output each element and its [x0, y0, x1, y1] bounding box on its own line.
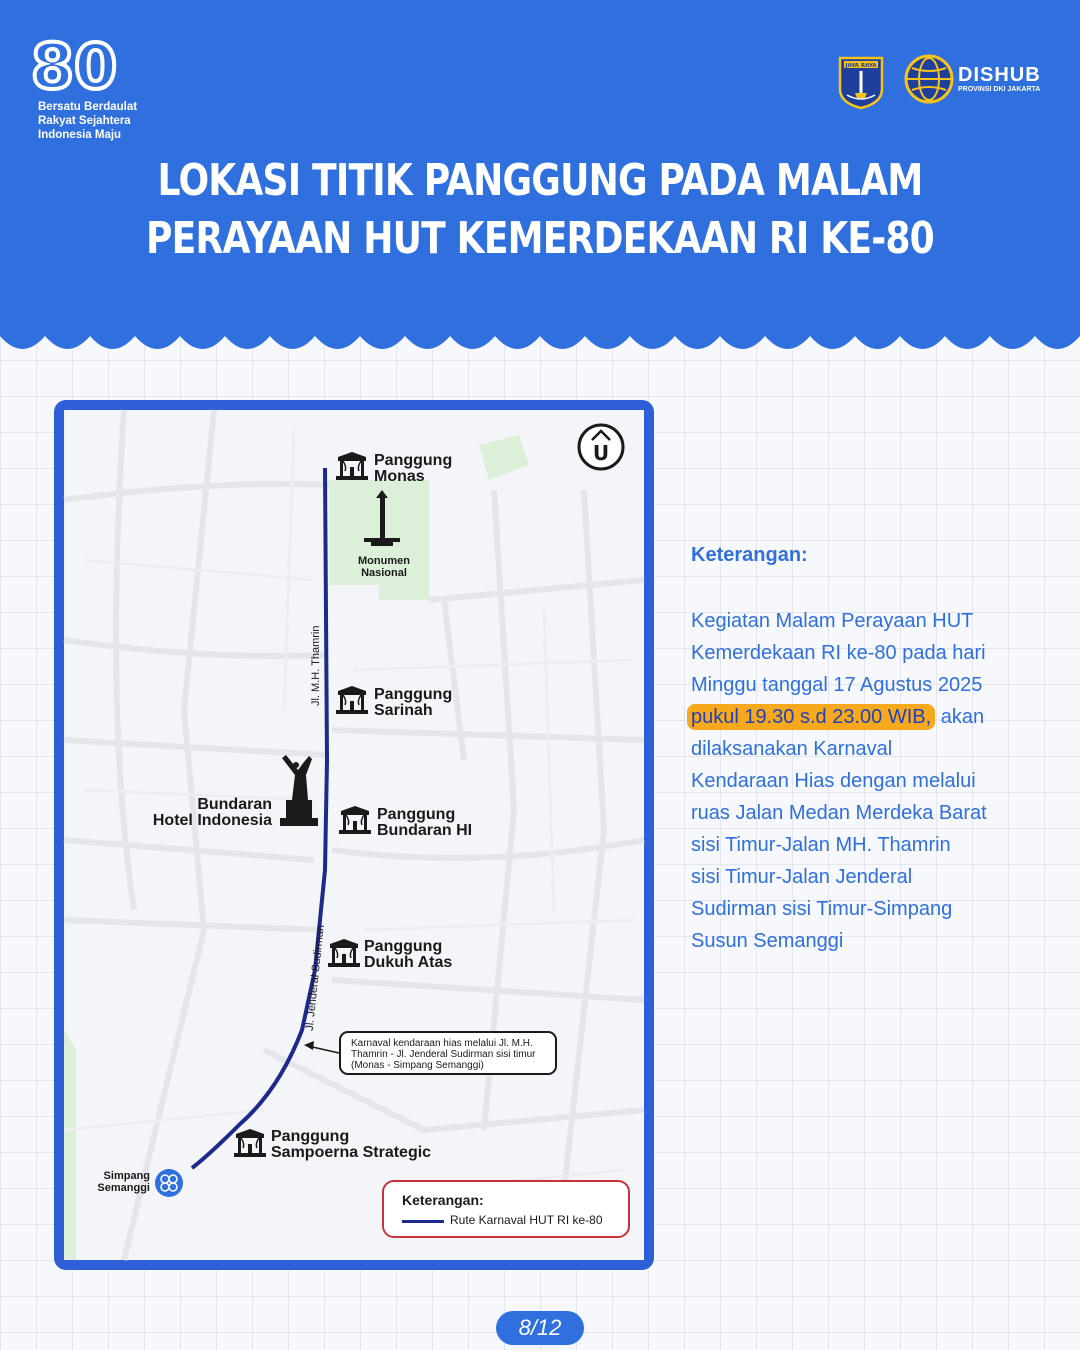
legend-title: Keterangan: [402, 1192, 484, 1208]
semanggi-interchange-icon [155, 1169, 183, 1197]
poi-line: Simpang [103, 1170, 150, 1182]
description-text: akan [935, 706, 985, 728]
route-map-frame [54, 400, 654, 1270]
stage-icon [233, 1128, 267, 1158]
title-line: LOKASI TITIK PANGGUNG PADA MALAM [157, 155, 923, 206]
stage-dukuh-atas-label[interactable] [364, 939, 452, 971]
stage-icon [335, 451, 369, 481]
stage-name: Panggung [374, 686, 453, 703]
legend-route-label: Rute Karnaval HUT RI ke-80 [450, 1213, 603, 1227]
stage-icon [327, 938, 361, 968]
park-area [64, 1030, 76, 1260]
callout-line: (Monas - Simpang Semanggi) [351, 1060, 484, 1071]
description-line: Kegiatan Malam Perayaan HUT [691, 610, 974, 632]
header-banner [0, 0, 1080, 330]
dki-jakarta-crest-icon [837, 55, 885, 109]
header-wave-edge [0, 326, 1080, 362]
north-compass-icon [576, 422, 626, 472]
compass-letter: U [592, 441, 610, 465]
stage-sampoerna-label[interactable] [271, 1129, 431, 1161]
crest-text: JAYA RAYA [845, 63, 877, 69]
description-line: dilaksanakan Karnaval [691, 738, 893, 760]
legend-route-swatch [402, 1220, 444, 1223]
stage-name: Panggung [271, 1128, 350, 1145]
dishub-name: DISHUB [958, 64, 1041, 86]
time-highlight: pukul 19.30 s.d 23.00 WIB, [687, 704, 935, 730]
description-line: Susun Semanggi [691, 930, 844, 952]
logo-number: 80 [30, 30, 118, 103]
poi-line: Bundaran [197, 796, 272, 813]
stage-name: Panggung [374, 452, 453, 469]
description-line: Sudirman sisi Timur-Simpang [691, 898, 953, 920]
bundaran-hi-poi-label [148, 797, 272, 829]
monas-poi-label [352, 555, 416, 579]
description-body [691, 605, 1031, 957]
description-line: sisi Timur-Jalan MH. Thamrin [691, 834, 951, 856]
stage-bundaran-hi-label[interactable] [377, 807, 472, 839]
callout-line: Thamrin - Jl. Jenderal Sudirman sisi timur [351, 1049, 536, 1060]
title-line: PERAYAAN HUT KEMERDEKAAN RI KE-80 [146, 213, 934, 264]
stage-icon [335, 685, 369, 715]
dishub-subtitle: PROVINSI DKI JAKARTA [958, 86, 1041, 93]
route-callout [339, 1031, 557, 1075]
stage-sarinah-label[interactable] [374, 687, 452, 719]
description-title: Keterangan: [691, 544, 808, 566]
page-indicator: 8/12 [496, 1311, 584, 1345]
hut-80-logo [30, 30, 118, 103]
description-line [691, 701, 1031, 733]
poi-line: Hotel Indonesia [152, 812, 272, 829]
dishub-wordmark [958, 64, 1041, 94]
stage-place: Dukuh Atas [364, 954, 453, 971]
map-legend [382, 1180, 630, 1238]
tagline-line: Bersatu Berdaulat [38, 101, 138, 113]
stage-monas-label[interactable] [374, 453, 452, 485]
stage-place: Bundaran HI [377, 822, 473, 839]
stage-icon [338, 805, 372, 835]
poi-line: Monumen [358, 555, 410, 567]
stage-place: Sarinah [374, 702, 433, 719]
poi-line: Nasional [361, 567, 407, 579]
poi-line: Semanggi [97, 1182, 150, 1194]
road-label-sudirman: Jl. Jenderal Sudirman [303, 924, 327, 1032]
description-line: Kendaraan Hias dengan melalui [691, 770, 976, 792]
route-map[interactable] [64, 410, 644, 1260]
description-line: Kemerdekaan RI ke-80 pada hari [691, 642, 986, 664]
description-line: sisi Timur-Jalan Jenderal [691, 866, 913, 888]
callout-line: Karnaval kendaraan hias melalui Jl. M.H. [351, 1038, 533, 1049]
stage-place: Sampoerna Strategic [271, 1144, 432, 1161]
tagline-line: Indonesia Maju [38, 129, 122, 141]
tagline [38, 100, 178, 142]
dishub-emblem-icon [904, 54, 954, 104]
page-title [97, 152, 983, 268]
road-label-thamrin: Jl. M.H. Thamrin [310, 625, 322, 706]
stage-name: Panggung [377, 806, 456, 823]
description-line: ruas Jalan Medan Merdeka Barat [691, 802, 987, 824]
stage-name: Panggung [364, 938, 443, 955]
stage-place: Monas [374, 468, 425, 485]
simpang-semanggi-label [84, 1170, 150, 1194]
tagline-line: Rakyat Sejahtera [38, 115, 131, 127]
description-line: Minggu tanggal 17 Agustus 2025 [691, 674, 983, 696]
